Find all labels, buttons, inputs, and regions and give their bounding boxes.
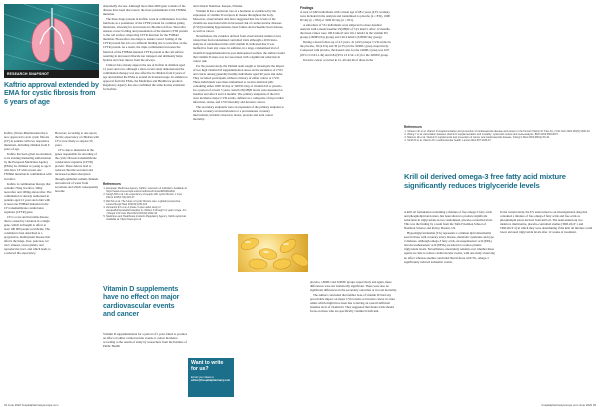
paragraph: and Clinical Nutrition, Kuopio, Finland. bbox=[193, 4, 243, 8]
paragraph: During a mean follow-up of 4.3 years, 41 (4.9%) major CVD events in the placebo, 38 (4.6%) and 36 (4.3%) in the 3200IU group respectively. Compared with placebo, the hazard ratio for the 1600IU group was 0.97 (95% CI 0.63-1.49) and 0.84 (95% CI 0.54-1.31) for the 3200IU group. bbox=[300, 40, 391, 57]
paragraph: A total of 2495 individuals with a mean age of 68.2 years (43% women) were included in the analysis and randomised to placebo (n = 832), 1600 IU/day (n = 832) or 3200 IU/day (n = 831). bbox=[300, 10, 390, 23]
omega-capsules-photo bbox=[238, 234, 308, 272]
paragraph: In the current study, the US team turned to an investigational drug that contained a mixture of free omega-3 fatty acids and free acids as phospholipid esters derived from krill oil. The team undertook two identical, multicentre, placebo-controlled studies (TRILOGY 1 and TRILOGY 2) in which they were determining if the krill oil mixture could lower elevated triglyceride levels after 12 weeks of treatment. bbox=[500, 210, 593, 235]
reference-item: 4. Smith M et al. Vitamin D in cardiovascular health. Lancet 2021;397:1435-47. bbox=[407, 139, 594, 142]
paragraph: placebo, 1600IU and 3200IU groups respectively and again, these differences were not statistically significant. There were also no significant differences in the secondary outcomes or in total mortality. bbox=[310, 280, 397, 293]
reference-item: 3. Manson JE et al. Vitamin D supplements and prevention of cancer and cardiovascular disease. N Engl J Med 2019;380(1):33-44. bbox=[407, 136, 594, 139]
vitamin-d-intro bbox=[103, 332, 188, 402]
vitamin-d-column-2 bbox=[193, 4, 285, 356]
paragraph: CF is a rare and incurable disease that is caused by variation in a single gene, which is thought to affect at least 100 000 people worldwide. The condition is best described as a progressive, multisystem disease that affects the lungs, liver, pancreas, GI tract, sinuses, sweat glands, and reproductive tract, and which leads to a reduced life expectancy. bbox=[4, 214, 51, 256]
capsules-icon bbox=[238, 234, 308, 272]
paragraph: Hypertriglyceridaemia (TG) represents a common lipid abnormality seen in those with coronary artery disease, metabolic syndrome and type 2 diabetes. Although omega-3 fatty acids, eicosapentaenoic acid (EPA) and docosahexaenoic acid (DHA) are known to reduce plasma triglyceride levels. Nevertheless, uncertainty remains over whether these agents are able to reduce cardiovascular events, with one study observing no effect whereas another concluded that in those with TG, omega-3 significantly reduced ischaemic events. bbox=[404, 231, 495, 264]
reference-item: 1. European Medicines Agency. Kaftrio: extension of indication. Available at: https://www.ema.europa.eu/en/medicines/human/EPAR/kaftrio bbox=[106, 187, 188, 193]
paragraph: Vitamin D supplementation for a period of 5 years failed to produce an effect on either cardiovascular events or cancer incidence according to the results of study by researchers from the Institute of Public Health bbox=[103, 332, 188, 349]
reference-item: 5. Medicines and Healthcare products Regulatory Agency. Kaftrio approval. Available at: https://www.gov.uk bbox=[106, 215, 188, 221]
paragraph: Vitamin D has a universal role as a hormone as evidenced by the expression of vitamin D receptors in tissues throughout the body. Moreover, observational data have suggested that low levels of the vitamin are associated with an increased risk of cardiovascular diseases (CVD) including hypertension, heart failure and ischaemic heart disease, as well as cancer. bbox=[193, 9, 284, 34]
paragraph: The authors concluded that neither dose of vitamin D3 had any perceivable impact on major CVD events or invasive cancer in older adults which might have been due to having an overall sufficient baseline level of vitamin D. They suggested that future trials should focus on those who are specifically vitamin D deficient. bbox=[310, 293, 395, 314]
footer-right: hospitalpharmacyeurope.com June 2022 35 bbox=[541, 402, 596, 407]
paragraph: abnormally viscous. Although more than 2000 gene variants of the disease have been discovered, the most predominant is the F508del mutation. bbox=[103, 4, 187, 17]
write-for-us-box[interactable] bbox=[188, 358, 234, 397]
paragraph: Clinical data already support the use of Kaftrio in children aged 12 years and over, although a more recent study demonstrated the combination therapy was also effective in children from 6 years of age and enabled the EMA to extend its licensed usage. In addition to approval from the EMA, the Medicines and Healthcare products Regulatory Agency has also confirmed the same license extension for Kaftrio. bbox=[103, 62, 188, 91]
vitamin-d-conclusion bbox=[310, 280, 398, 400]
kaftrio-references bbox=[103, 182, 188, 282]
kaftrio-headline: Kaftrio approval extended by EMA for cystic fibrosis from 6 years of age bbox=[4, 80, 99, 106]
paragraph: A krill oil formulation containing a mixture of free omega-3 fatty acids and phospholipid and esters, has been shown to produce significant reductions in triglycerides in two randomised, placebo-controlled trials. This was the finding by a team from the Tufts Friedman School of Nutrition Science and Policy, Boston, US. bbox=[404, 210, 493, 231]
vitamin-d-headline: Vitamin D supplements have no effect on major cardiovascular events and cancer bbox=[103, 286, 180, 318]
editor-email-link[interactable]: editor@hospitalpharmacy.com bbox=[191, 378, 231, 382]
lung-illustration bbox=[4, 4, 99, 70]
write-for-us-title: Want to write for us? bbox=[191, 360, 224, 372]
footer-left: 34 June 2022 hospitalpharmacyeurope.com bbox=[4, 402, 59, 407]
krill-oil-headline: Krill oil derived omega-3 free fatty acid mixture significantly reduces triglyceride levels bbox=[404, 172, 566, 190]
references-title: References bbox=[404, 125, 422, 129]
reference-item: 2. Keogh RH et al. Life expectancy of people with cystic fibrosis. J Cyst Fibros 2018;17(2):218-27. bbox=[106, 193, 188, 199]
kaftrio-column-1 bbox=[4, 131, 52, 401]
findings-title: Findings bbox=[300, 5, 314, 10]
paragraph: Nevertheless, the evidence derived from observational studies is less robust than from randomised controlled trials although a 2019 meta-analysis of randomised trials with vitamin D, indicated that it was ineffective from any cause. In addition, in a large, randomised trial of vitamin D supplementation in post-menopausal women, the authors found that vitamin D alone was not associated with a significant reduction in cancer risk. bbox=[193, 34, 285, 63]
krill-column-2 bbox=[500, 210, 594, 398]
reference-item: 2. Zhang Y et al. Association between vitamin D supplementation and mortality: systematic review and meta-analysis. BMJ 2019;366:l4673. bbox=[407, 133, 594, 136]
vitamin-d-references bbox=[404, 125, 594, 165]
findings-column bbox=[300, 4, 392, 230]
section-label: RESEARCH SNAPSHOT bbox=[4, 70, 99, 78]
write-for-us-subtitle: Email your ideas to bbox=[191, 375, 214, 379]
paragraph: A subcohort of 551 individuals were subjected to more detailed analysis with a mean baseline 25(OH)D of 74.5 nmol/l. After 12 months, the mean values were 100.6 nmol/l and 116.1 nmol/l in the vitamin D3 groups (1600IU/day group) and 120.4 nmol/l (3200IU/day group). bbox=[300, 23, 391, 40]
paragraph: However, according to one report, the life expectancy of children with CF is now likely to surpass 50 years. bbox=[55, 131, 99, 148]
reference-item: 4. Zemanick ET et al. A phase 3 open-label study of elexacaftor/tezacaftor/ivacaftor in children 6 through 11 years of age. Am J Respir Crit Care Med 2021;203(12):1522-32. bbox=[106, 206, 188, 215]
paragraph: The three drugs present in Kaftrio work in combination. Ivacaftor functions as a potentiator of the CFTR protein for common gating mutations, allowing for an increase in chloride ion flow. Tezacaftor ensures correct folding and presentation of the mutant CFTR protein to the cell surface, improving CFTR function for the F508del mutation. Elexacaftor also helps to ensure correct folding of the CFTR protein but acts at a different binding site to tezacaftor on the CFTR protein. As a result, the triple combination increases the function of the F508del-mutated CFTR protein at the cell surface resulting in increased chloride ion transport and ultimately helps hydrate and clear mucus from the airways. bbox=[103, 17, 188, 62]
reference-item: 3. Bell SC et al. The future of cystic fibrosis care: a global perspective. Lancet Respir Med 2020;8(1):65-124. bbox=[106, 200, 188, 206]
krill-column-1 bbox=[404, 210, 496, 398]
paragraph: Kaftrio has been given an extension to its existing marketing authorisation by the European Medicines Agency (EMA) for children as young as age 6 who have CF with at least one F508del mutation in combination with ivacaftor. bbox=[4, 152, 52, 181]
kaftrio-column-3 bbox=[103, 4, 188, 178]
paragraph: CF is due to mutations in the genes responsible for encoding of the cystic fibrosis transmembrane conductance regulator (CFTR) protein. These defects lead to reduced chloride secretion and increased sodium absorption through epithelial sodium channels and removal of water from secretions and which consequently become bbox=[55, 148, 99, 193]
references-title: References bbox=[103, 182, 121, 186]
page-footer bbox=[0, 401, 600, 407]
kaftrio-column-2 bbox=[55, 131, 99, 401]
paragraph: Invasive cancer occurred in 41, 49 and 46 of those in the bbox=[303, 57, 374, 62]
reference-item: 1. Virtanen JK et al. Vitamin D supplementation and prevention of cardiovascular disease and cancer in the Finnish Vitamin D Trial. Am J Clin Nutr 2022;115(5):1300-10. bbox=[407, 130, 594, 133]
paragraph: For the present study, the Finnish team sought to investigate the impact of two high vitamin D3 supplementation doses on the incidence of CVD and cancer among generally healthy individuals aged 60 years and older. They recruited participants without a history of either cancer or CVD. These individuals were then randomised to receive identical pills containing either 1600 IU/day or 3200 IU/day of vitamin D3 or placebo for a period of at least 5 years. Serum 25(OH)D levels were measured at baseline and after 6 and 12 months. The primary endpoints of the trial were incidence major CVD events, defined as a composite of myocardial infarction, stroke, and CVD mortality and invasive cancer. bbox=[193, 63, 285, 105]
paragraph: Kaftrio is combination therapy that contains 75mg ivacaftor, 50mg tezacaftor and 100mg elexacaftor. The combination is already authorised in patients aged 12 years and older with at least one F508del mutation in the CF transmembrane conductance regulator (CFTR) gene. bbox=[4, 181, 52, 214]
paragraph: The secondary endpoints were an expansion of the primary endpoint to include coronary revascularisation or a percutaneous coronary intervention, incident colorectal, breast, prostate and total cancer mortality. bbox=[193, 105, 284, 122]
paragraph: Kaftrio (Vertex Pharmaceuticals) is now approved to treat cystic fibrosis (CF) in patients with two responsive mutations, including children from 6 years of age. bbox=[4, 131, 50, 152]
lungs-icon bbox=[4, 4, 99, 70]
